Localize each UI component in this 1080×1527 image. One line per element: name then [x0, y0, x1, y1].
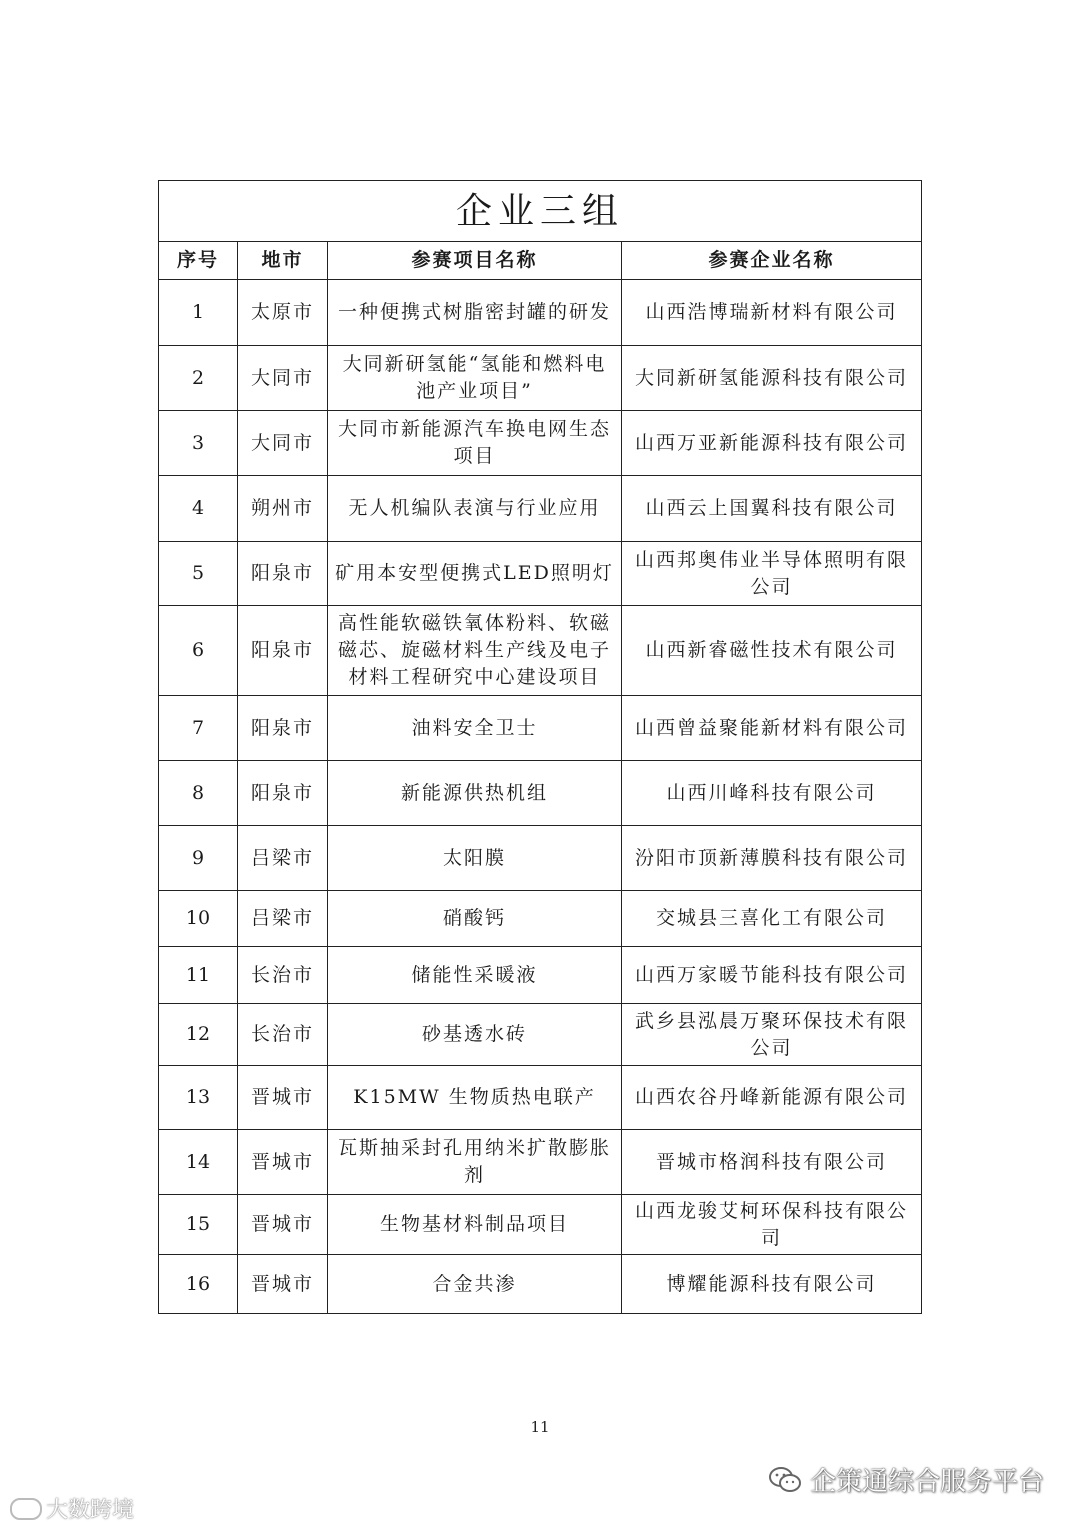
cell-company: 博耀能源科技有限公司	[622, 1255, 922, 1314]
cell-no: 8	[159, 761, 238, 826]
watermark-left-text: 大数跨境	[46, 1498, 135, 1523]
project-table	[158, 180, 922, 1314]
cell-no: 1	[159, 280, 238, 346]
cell-company: 大同新研氢能源科技有限公司	[622, 346, 922, 411]
cell-company: 山西万家暖节能科技有限公司	[622, 947, 922, 1004]
table-row	[159, 542, 922, 606]
cell-city: 吕梁市	[238, 826, 328, 891]
cell-no: 14	[159, 1130, 238, 1195]
cell-city: 阳泉市	[238, 761, 328, 826]
cell-no: 9	[159, 826, 238, 891]
wechat-icon	[768, 1466, 802, 1494]
table-header-row	[159, 242, 922, 280]
cell-city: 大同市	[238, 411, 328, 476]
page-number: 11	[530, 1418, 550, 1436]
table-row	[159, 606, 922, 696]
table-row	[159, 696, 922, 761]
cell-project: 新能源供热机组	[328, 761, 622, 826]
watermark-right	[768, 1461, 1044, 1498]
table-row	[159, 1130, 922, 1195]
cell-project: 大同新研氢能“氢能和燃料电池产业项目”	[328, 346, 622, 411]
cell-city: 晋城市	[238, 1066, 328, 1130]
cell-company: 山西新睿磁性技术有限公司	[622, 606, 922, 696]
cell-city: 长治市	[238, 1004, 328, 1066]
cell-city: 大同市	[238, 346, 328, 411]
cell-project: 储能性采暖液	[328, 947, 622, 1004]
cell-no: 11	[159, 947, 238, 1004]
cell-project: 太阳膜	[328, 826, 622, 891]
cell-company: 武乡县泓晨万聚环保技术有限公司	[622, 1004, 922, 1066]
cell-city: 晋城市	[238, 1255, 328, 1314]
table-row	[159, 346, 922, 411]
cell-city: 朔州市	[238, 476, 328, 542]
cell-city: 太原市	[238, 280, 328, 346]
cell-no: 13	[159, 1066, 238, 1130]
watermark-left	[10, 1493, 134, 1524]
cell-city: 晋城市	[238, 1130, 328, 1195]
cell-no: 2	[159, 346, 238, 411]
cell-no: 12	[159, 1004, 238, 1066]
header-city: 地市	[238, 242, 328, 280]
table-row	[159, 1255, 922, 1314]
cell-company: 交城县三喜化工有限公司	[622, 891, 922, 947]
cell-company: 山西龙骏艾柯环保科技有限公司	[622, 1195, 922, 1255]
cell-city: 吕梁市	[238, 891, 328, 947]
header-project: 参赛项目名称	[328, 242, 622, 280]
cell-no: 3	[159, 411, 238, 476]
cell-project: K15MW 生物质热电联产	[328, 1066, 622, 1130]
cell-company: 汾阳市顶新薄膜科技有限公司	[622, 826, 922, 891]
table-row	[159, 280, 922, 346]
cell-city: 阳泉市	[238, 606, 328, 696]
cell-project: 硝酸钙	[328, 891, 622, 947]
table-row	[159, 411, 922, 476]
cell-project: 矿用本安型便携式LED照明灯	[328, 542, 622, 606]
cell-no: 4	[159, 476, 238, 542]
table-row	[159, 1066, 922, 1130]
cell-company: 山西云上国翼科技有限公司	[622, 476, 922, 542]
cell-project: 无人机编队表演与行业应用	[328, 476, 622, 542]
cell-project: 生物基材料制品项目	[328, 1195, 622, 1255]
cell-no: 16	[159, 1255, 238, 1314]
cell-company: 山西曾益聚能新材料有限公司	[622, 696, 922, 761]
cell-company: 山西万亚新能源科技有限公司	[622, 411, 922, 476]
table-title-row	[159, 181, 922, 242]
cell-project: 大同市新能源汽车换电网生态项目	[328, 411, 622, 476]
cell-company: 山西浩博瑞新材料有限公司	[622, 280, 922, 346]
cell-company: 晋城市格润科技有限公司	[622, 1130, 922, 1195]
cell-no: 6	[159, 606, 238, 696]
table-row	[159, 891, 922, 947]
cell-city: 晋城市	[238, 1195, 328, 1255]
cell-no: 15	[159, 1195, 238, 1255]
cell-company: 山西川峰科技有限公司	[622, 761, 922, 826]
cell-city: 长治市	[238, 947, 328, 1004]
table-row	[159, 1195, 922, 1255]
cell-project: 砂基透水砖	[328, 1004, 622, 1066]
logo-icon	[10, 1498, 42, 1520]
table-row	[159, 947, 922, 1004]
table-row	[159, 476, 922, 542]
cell-city: 阳泉市	[238, 696, 328, 761]
header-company: 参赛企业名称	[622, 242, 922, 280]
cell-project: 油料安全卫士	[328, 696, 622, 761]
table-title: 企业三组	[159, 181, 922, 242]
cell-city: 阳泉市	[238, 542, 328, 606]
cell-project: 高性能软磁铁氧体粉料、软磁磁芯、旋磁材料生产线及电子材料工程研究中心建设项目	[328, 606, 622, 696]
table-row	[159, 761, 922, 826]
watermark-right-text: 企策通综合服务平台	[809, 1467, 1044, 1497]
cell-company: 山西邦奥伟业半导体照明有限公司	[622, 542, 922, 606]
cell-no: 5	[159, 542, 238, 606]
cell-no: 10	[159, 891, 238, 947]
cell-project: 合金共渗	[328, 1255, 622, 1314]
cell-project: 瓦斯抽采封孔用纳米扩散膨胀剂	[328, 1130, 622, 1195]
table-row	[159, 1004, 922, 1066]
header-no: 序号	[159, 242, 238, 280]
table-row	[159, 826, 922, 891]
cell-company: 山西农谷丹峰新能源有限公司	[622, 1066, 922, 1130]
cell-project: 一种便携式树脂密封罐的研发	[328, 280, 622, 346]
cell-no: 7	[159, 696, 238, 761]
